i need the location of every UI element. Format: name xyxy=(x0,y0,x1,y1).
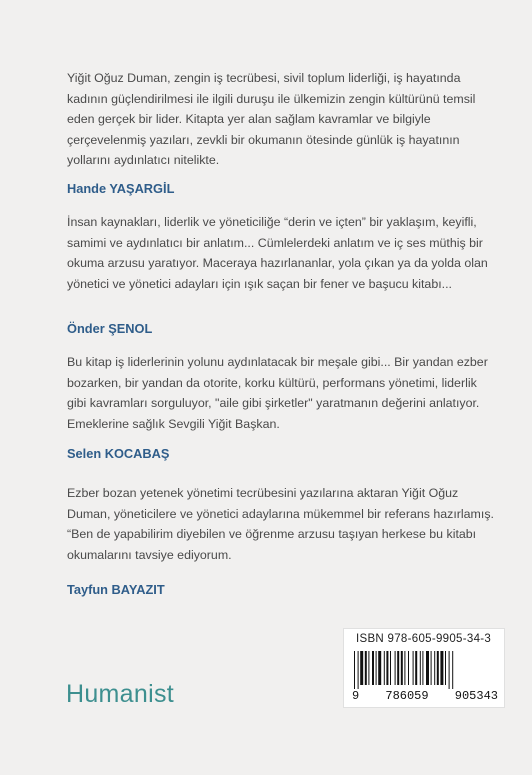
barcode-bar xyxy=(422,651,423,685)
barcode-bar xyxy=(445,651,446,685)
barcode-bar xyxy=(420,651,421,685)
barcode-bars xyxy=(352,651,498,689)
barcode-bar xyxy=(408,651,409,685)
barcode-bar xyxy=(395,651,396,685)
ean-digit-group: 9 xyxy=(352,689,360,703)
barcode-bar xyxy=(401,651,403,685)
barcode-bar xyxy=(431,651,432,685)
publisher-logo: Humanist xyxy=(66,680,174,708)
ean-digit-group: 905343 xyxy=(454,689,498,703)
barcode-bar xyxy=(404,651,405,685)
barcode-bar xyxy=(354,651,355,689)
testimonial-text: Yiğit Oğuz Duman, zengin iş tecrübesi, sivil toplum liderliği, iş hayatında kadının güçlendirilmesi ile ilgili duruşu ile ülkemizin zengin kültürünü temsil eden gerçek bir lider. Kitapta yer alan sağlam kavramlar ve bilgiyle çerçevelenmiş yazıları, zevkli bir okumanın ötesinde günlük iş hayatının yollarını aydınlatıcı nitelikte. xyxy=(67,71,476,167)
testimonial-author: Selen KOCABAŞ xyxy=(67,446,170,461)
barcode-bar xyxy=(372,651,374,685)
testimonial-author: Hande YAŞARGİL xyxy=(67,181,175,196)
barcode-bar xyxy=(365,651,367,685)
barcode-bar xyxy=(386,651,388,685)
testimonial-author: Önder ŞENOL xyxy=(67,321,153,336)
barcode-bar xyxy=(440,651,443,685)
barcode-bar xyxy=(434,651,435,685)
barcode-bar xyxy=(376,651,377,685)
testimonial-text: Bu kitap iş liderlerinin yolunu aydınlatacak bir meşale gibi... Bir yandan ezber bozarken, bir yandan da otorite, korku kültürü, performans yönetimi, liderlik gibi kavramları sorguluyor, "aile gibi şirketler" yaratmanın değerini anlatıyor. Emeklerine sağlık Sevgili Yiğit Başkan. xyxy=(67,355,488,431)
barcode-bar xyxy=(368,651,369,685)
barcode-bar xyxy=(384,651,385,685)
ean-digit-group: 786059 xyxy=(385,689,429,703)
barcode-bar xyxy=(449,651,450,689)
barcode-bar xyxy=(390,651,391,685)
isbn-label: ISBN 978-605-9905-34-3 xyxy=(356,633,492,645)
barcode-bar xyxy=(358,651,359,689)
barcode-bar xyxy=(437,651,439,685)
barcode-bar xyxy=(413,651,414,685)
barcode-bar xyxy=(360,651,363,685)
barcode-bar xyxy=(397,651,399,685)
barcode-bar xyxy=(378,651,381,685)
barcode-bar xyxy=(452,651,453,689)
testimonial-text: Ezber bozan yetenek yönetimi tecrübesini yazılarına aktaran Yiğit Oğuz Duman, yöneticilere ve yönetici adaylarına mükemmel bir referans hazırlamış. “Ben de yapabilirim diyebilen ve öğrenme arzusu taşıyan herkese bu kitabı okumalarını tavsiye ediyorum. xyxy=(67,486,494,562)
testimonial-author: Tayfun BAYAZIT xyxy=(67,582,165,597)
barcode-bar xyxy=(426,651,429,685)
barcode-panel xyxy=(343,628,505,708)
testimonial-text: İnsan kaynakları, liderlik ve yöneticiliğe “derin ve içten” bir yaklaşım, keyifli, samimi ve aydınlatıcı bir anlatım... Cümlelerdeki anlatım ve iç ses müthiş bir okuma arzusu yaratıyor. Maceraya hazırlananlar, yola çıkan ya da yolda olan yönetici ve yönetici adayları için ışık saçan bir fener ve başucu kitabı... xyxy=(67,215,488,291)
barcode-bar xyxy=(415,651,417,685)
ean-digits xyxy=(352,689,498,703)
